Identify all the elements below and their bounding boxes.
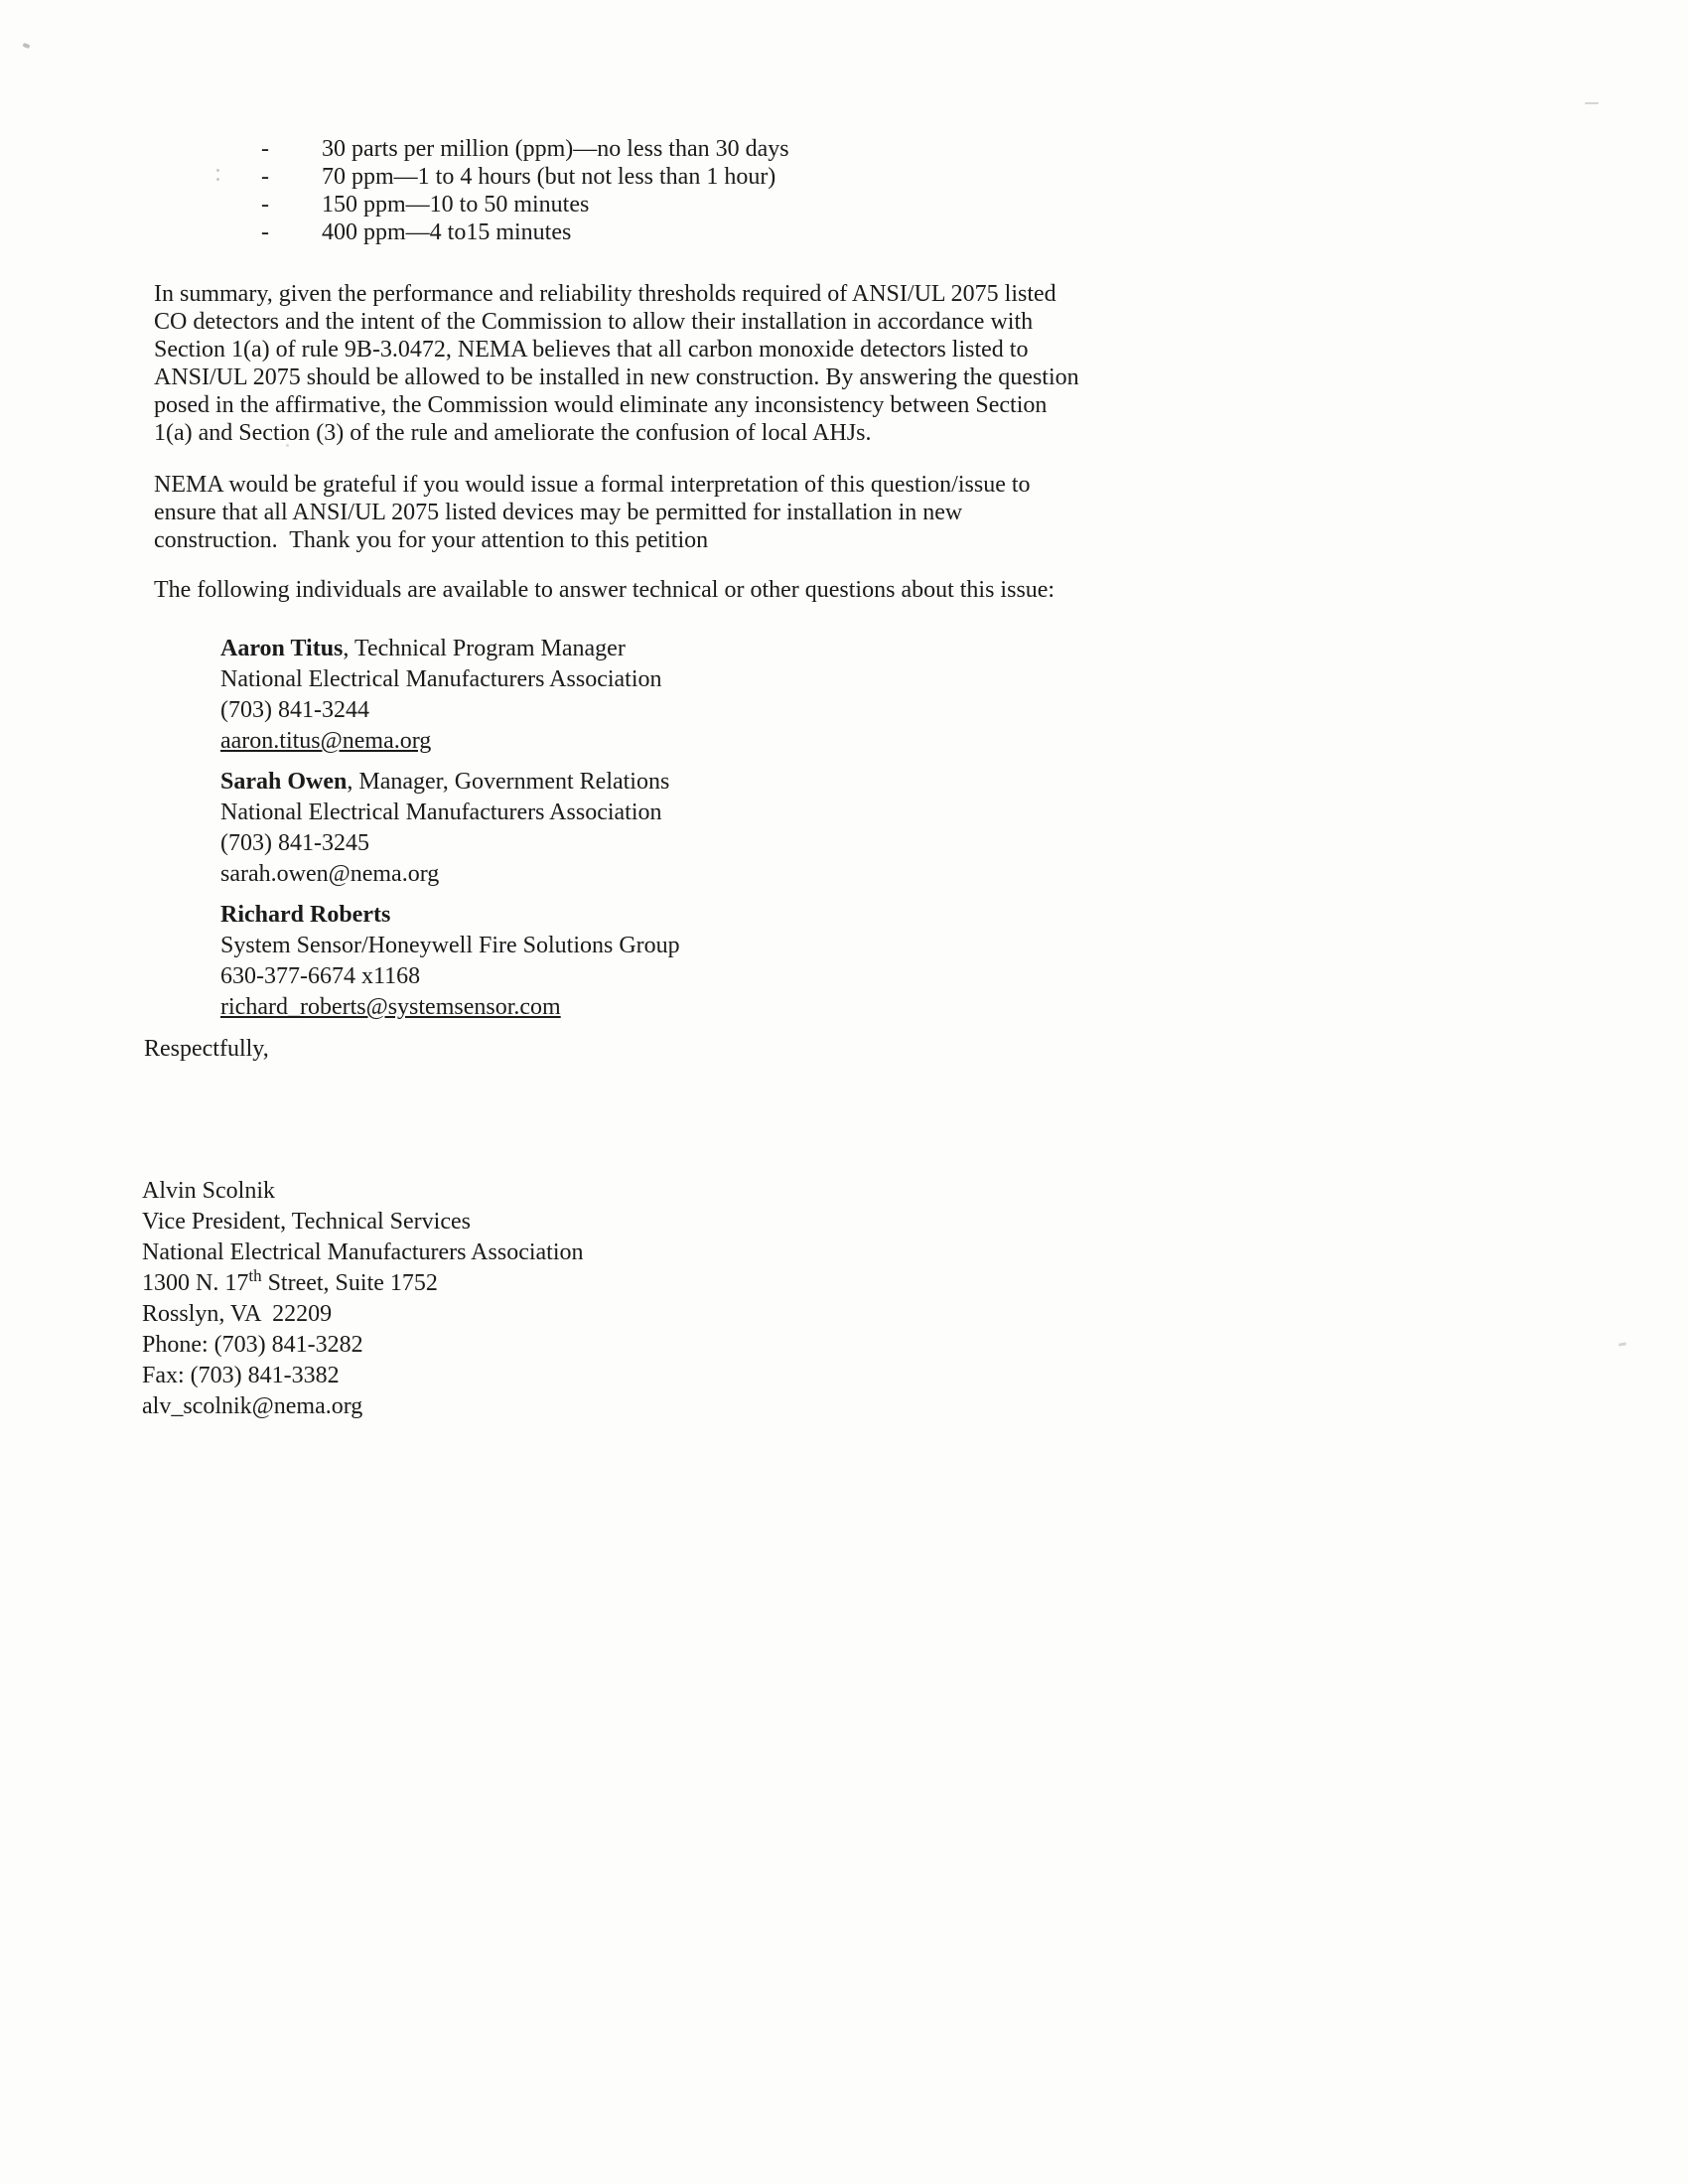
contact-org: National Electrical Manufacturers Association xyxy=(220,666,662,692)
contact-title: , Technical Program Manager xyxy=(343,636,626,661)
contacts-intro-paragraph xyxy=(154,576,1147,604)
signer-name: Alvin Scolnik xyxy=(142,1178,276,1204)
scan-artifact xyxy=(1585,102,1599,104)
signature-block xyxy=(142,1176,584,1422)
list-item-text: 150 ppm—10 to 50 minutes xyxy=(322,192,590,218)
contact-title: , Manager, Government Relations xyxy=(347,769,670,795)
dash-bullet: - xyxy=(261,219,269,245)
contact-email: aaron.titus@nema.org xyxy=(220,728,432,754)
dash-bullet: - xyxy=(261,164,269,190)
paragraph-line: NEMA would be grateful if you would issue a formal interpretation of this question/issue to xyxy=(154,472,1031,498)
summary-paragraph xyxy=(154,280,1147,447)
street-ordinal-suffix: th xyxy=(248,1266,262,1285)
street-text: Street, Suite 1752 xyxy=(261,1270,438,1296)
scan-artifact xyxy=(23,43,31,49)
list-item xyxy=(261,191,789,218)
contact-org: System Sensor/Honeywell Fire Solutions Group xyxy=(220,933,680,958)
contact-email: richard_roberts@systemsensor.com xyxy=(220,994,561,1020)
exposure-threshold-list xyxy=(261,135,789,246)
paragraph-line: 1(a) and Section (3) of the rule and ameliorate the confusion of local AHJs. xyxy=(154,420,872,446)
signer-title: Vice President, Technical Services xyxy=(142,1209,471,1235)
contact-name: Aaron Titus xyxy=(220,636,344,661)
signer-fax: Fax: (703) 841-3382 xyxy=(142,1363,340,1388)
list-item-text: 400 ppm—4 to15 minutes xyxy=(322,219,572,245)
contact-name: Sarah Owen xyxy=(220,769,348,795)
contact-name-line xyxy=(220,767,975,798)
contact-block-richard-roberts xyxy=(220,900,975,1023)
street-text: 1300 N. 17 xyxy=(142,1270,249,1296)
paragraph-line: construction. Thank you for your attention to this petition xyxy=(154,527,709,553)
closing-salutation: Respectfully, xyxy=(144,1036,269,1062)
list-item xyxy=(261,218,789,246)
signer-city: Rosslyn, VA 22209 xyxy=(142,1301,333,1327)
list-item-text: 70 ppm—1 to 4 hours (but not less than 1 hour) xyxy=(322,164,776,190)
list-item xyxy=(261,163,789,191)
contact-phone: (703) 841-3245 xyxy=(220,830,369,856)
dash-bullet: - xyxy=(261,136,269,162)
contact-block-aaron-titus xyxy=(220,634,975,757)
list-item xyxy=(261,135,789,163)
contact-block-sarah-owen xyxy=(220,767,975,890)
signer-phone: Phone: (703) 841-3282 xyxy=(142,1332,363,1358)
contact-phone: 630-377-6674 x1168 xyxy=(220,963,421,989)
dash-bullet: - xyxy=(261,192,269,218)
signer-email: alv_scolnik@nema.org xyxy=(142,1393,363,1419)
paragraph-line: ensure that all ANSI/UL 2075 listed devices may be permitted for installation in new xyxy=(154,500,963,525)
contact-name: Richard Roberts xyxy=(220,902,391,928)
contact-name-line xyxy=(220,634,975,664)
contact-email: sarah.owen@nema.org xyxy=(220,861,440,887)
paragraph-line: The following individuals are available to answer technical or other questions about this issue: xyxy=(154,577,1055,603)
contact-name-line xyxy=(220,900,975,931)
paragraph-line: posed in the affirmative, the Commission would eliminate any inconsistency between Section xyxy=(154,392,1048,418)
paragraph-line: In summary, given the performance and reliability thresholds required of ANSI/UL 2075 listed xyxy=(154,281,1056,307)
paragraph-line: CO detectors and the intent of the Commission to allow their installation in accordance with xyxy=(154,309,1034,335)
signer-org: National Electrical Manufacturers Association xyxy=(142,1239,584,1265)
paragraph-line: ANSI/UL 2075 should be allowed to be installed in new construction. By answering the question xyxy=(154,364,1079,390)
contact-phone: (703) 841-3244 xyxy=(220,697,369,723)
signer-street xyxy=(142,1268,584,1299)
list-item-text: 30 parts per million (ppm)—no less than 30 days xyxy=(322,136,789,162)
contact-org: National Electrical Manufacturers Association xyxy=(220,800,662,825)
scan-artifact xyxy=(1618,1342,1626,1346)
request-paragraph xyxy=(154,471,1147,554)
paragraph-line: Section 1(a) of rule 9B-3.0472, NEMA believes that all carbon monoxide detectors listed to xyxy=(154,337,1029,363)
scan-artifact xyxy=(216,169,219,172)
